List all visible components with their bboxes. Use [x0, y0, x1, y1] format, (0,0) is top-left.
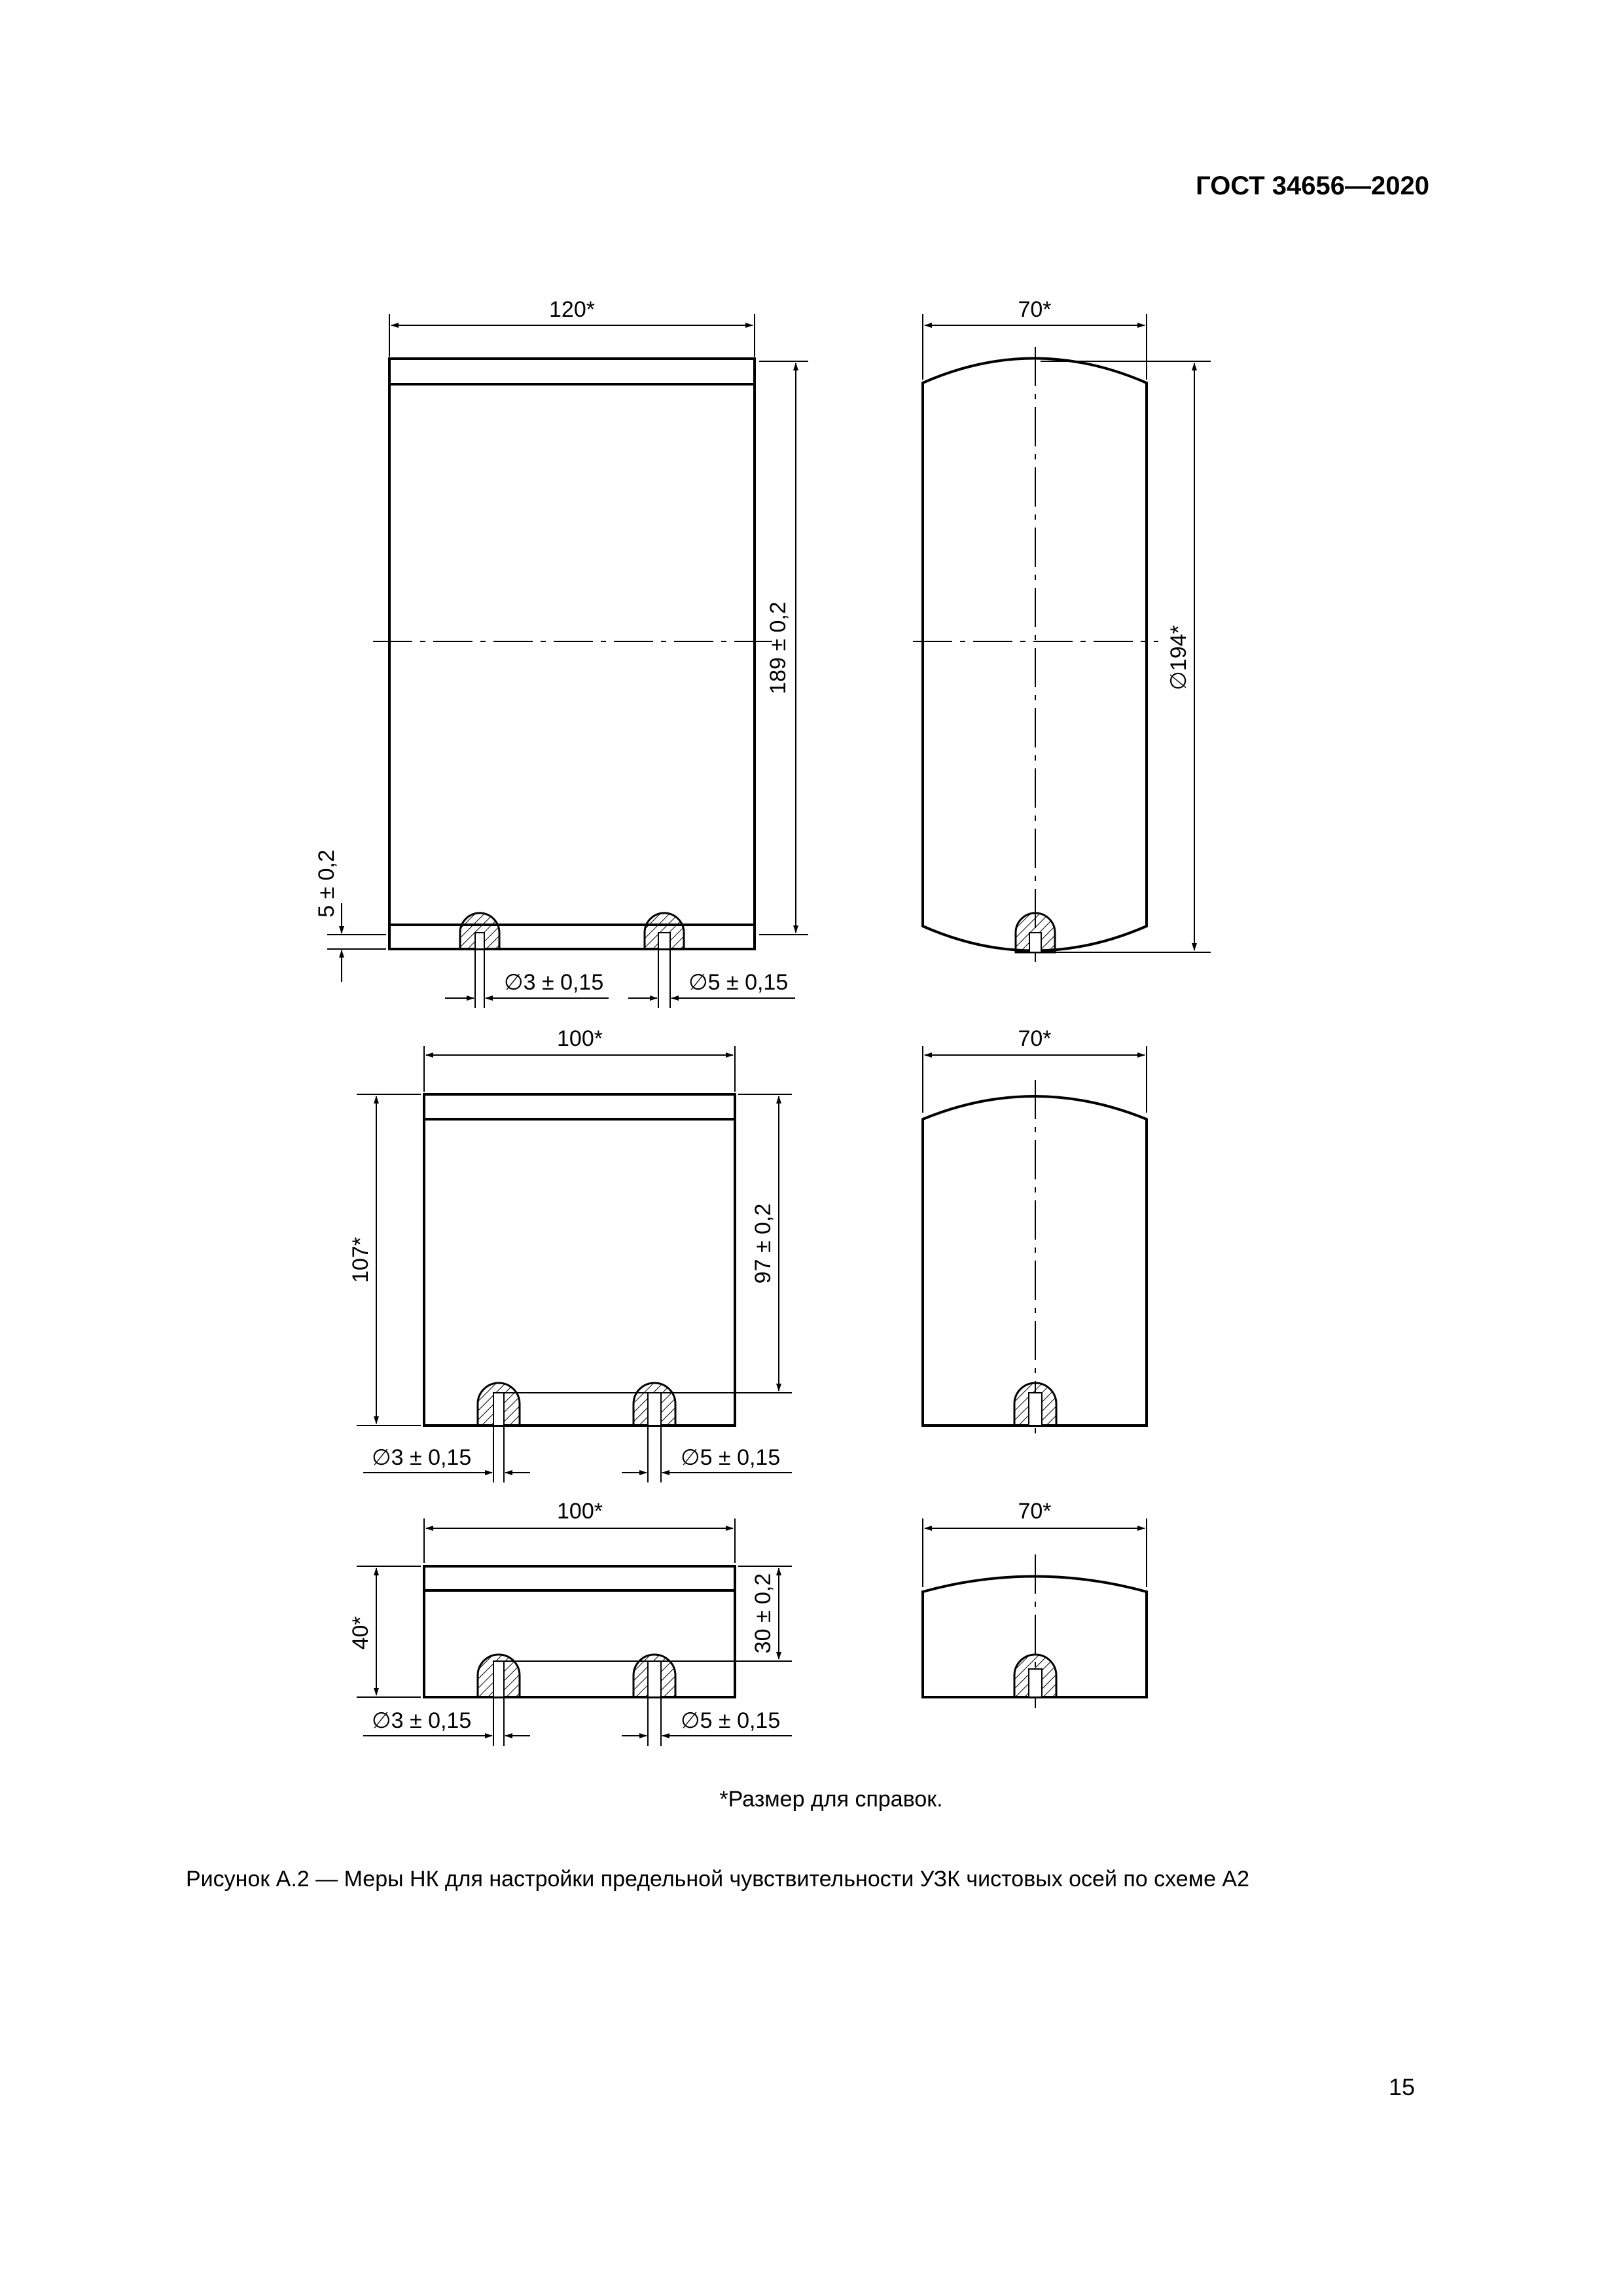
block-3-side-view [923, 1518, 1147, 1708]
reference-note: *Размер для справок. [719, 1787, 943, 1812]
side-diameter-1: ∅194* [1166, 625, 1191, 691]
hole-large [645, 913, 684, 949]
block-2-side-view [923, 1046, 1147, 1437]
figure-caption: Рисунок А.2 — Меры НК для настройки предельной чувствительности УЗК чистовых осей по схеме А2 [186, 1867, 1250, 1892]
hole-small [460, 913, 499, 949]
dim-width-3: 100* [557, 1499, 603, 1524]
dim-total-height-2: 107* [348, 1237, 373, 1283]
dim-height-3: 30 ± 0,2 [751, 1573, 776, 1654]
side-width-1: 70* [1018, 297, 1052, 322]
dim-height-1: 189 ± 0,2 [766, 601, 791, 694]
block-1-front-view [327, 314, 808, 1008]
dim-hole-large-3: ∅5 ± 0,15 [681, 1708, 781, 1733]
dim-height-2: 97 ± 0,2 [751, 1203, 776, 1284]
dim-hole-small-2: ∅3 ± 0,15 [372, 1445, 472, 1470]
block-2-front-view [357, 1046, 792, 1482]
side-width-3: 70* [1018, 1499, 1052, 1524]
side-width-2: 70* [1018, 1026, 1052, 1051]
dim-width-1: 120* [549, 297, 595, 322]
document-header: ГОСТ 34656—2020 [1196, 171, 1429, 200]
dim-hole-large-1: ∅5 ± 0,15 [688, 970, 789, 995]
dim-offset-1: 5 ± 0,2 [314, 850, 339, 918]
page-number: 15 [1388, 2073, 1415, 2100]
dim-total-height-3: 40* [348, 1616, 373, 1650]
dim-width-2: 100* [557, 1026, 603, 1051]
dim-hole-small-3: ∅3 ± 0,15 [372, 1708, 472, 1733]
dim-hole-large-2: ∅5 ± 0,15 [681, 1445, 781, 1470]
dim-hole-small-1: ∅3 ± 0,15 [504, 970, 604, 995]
